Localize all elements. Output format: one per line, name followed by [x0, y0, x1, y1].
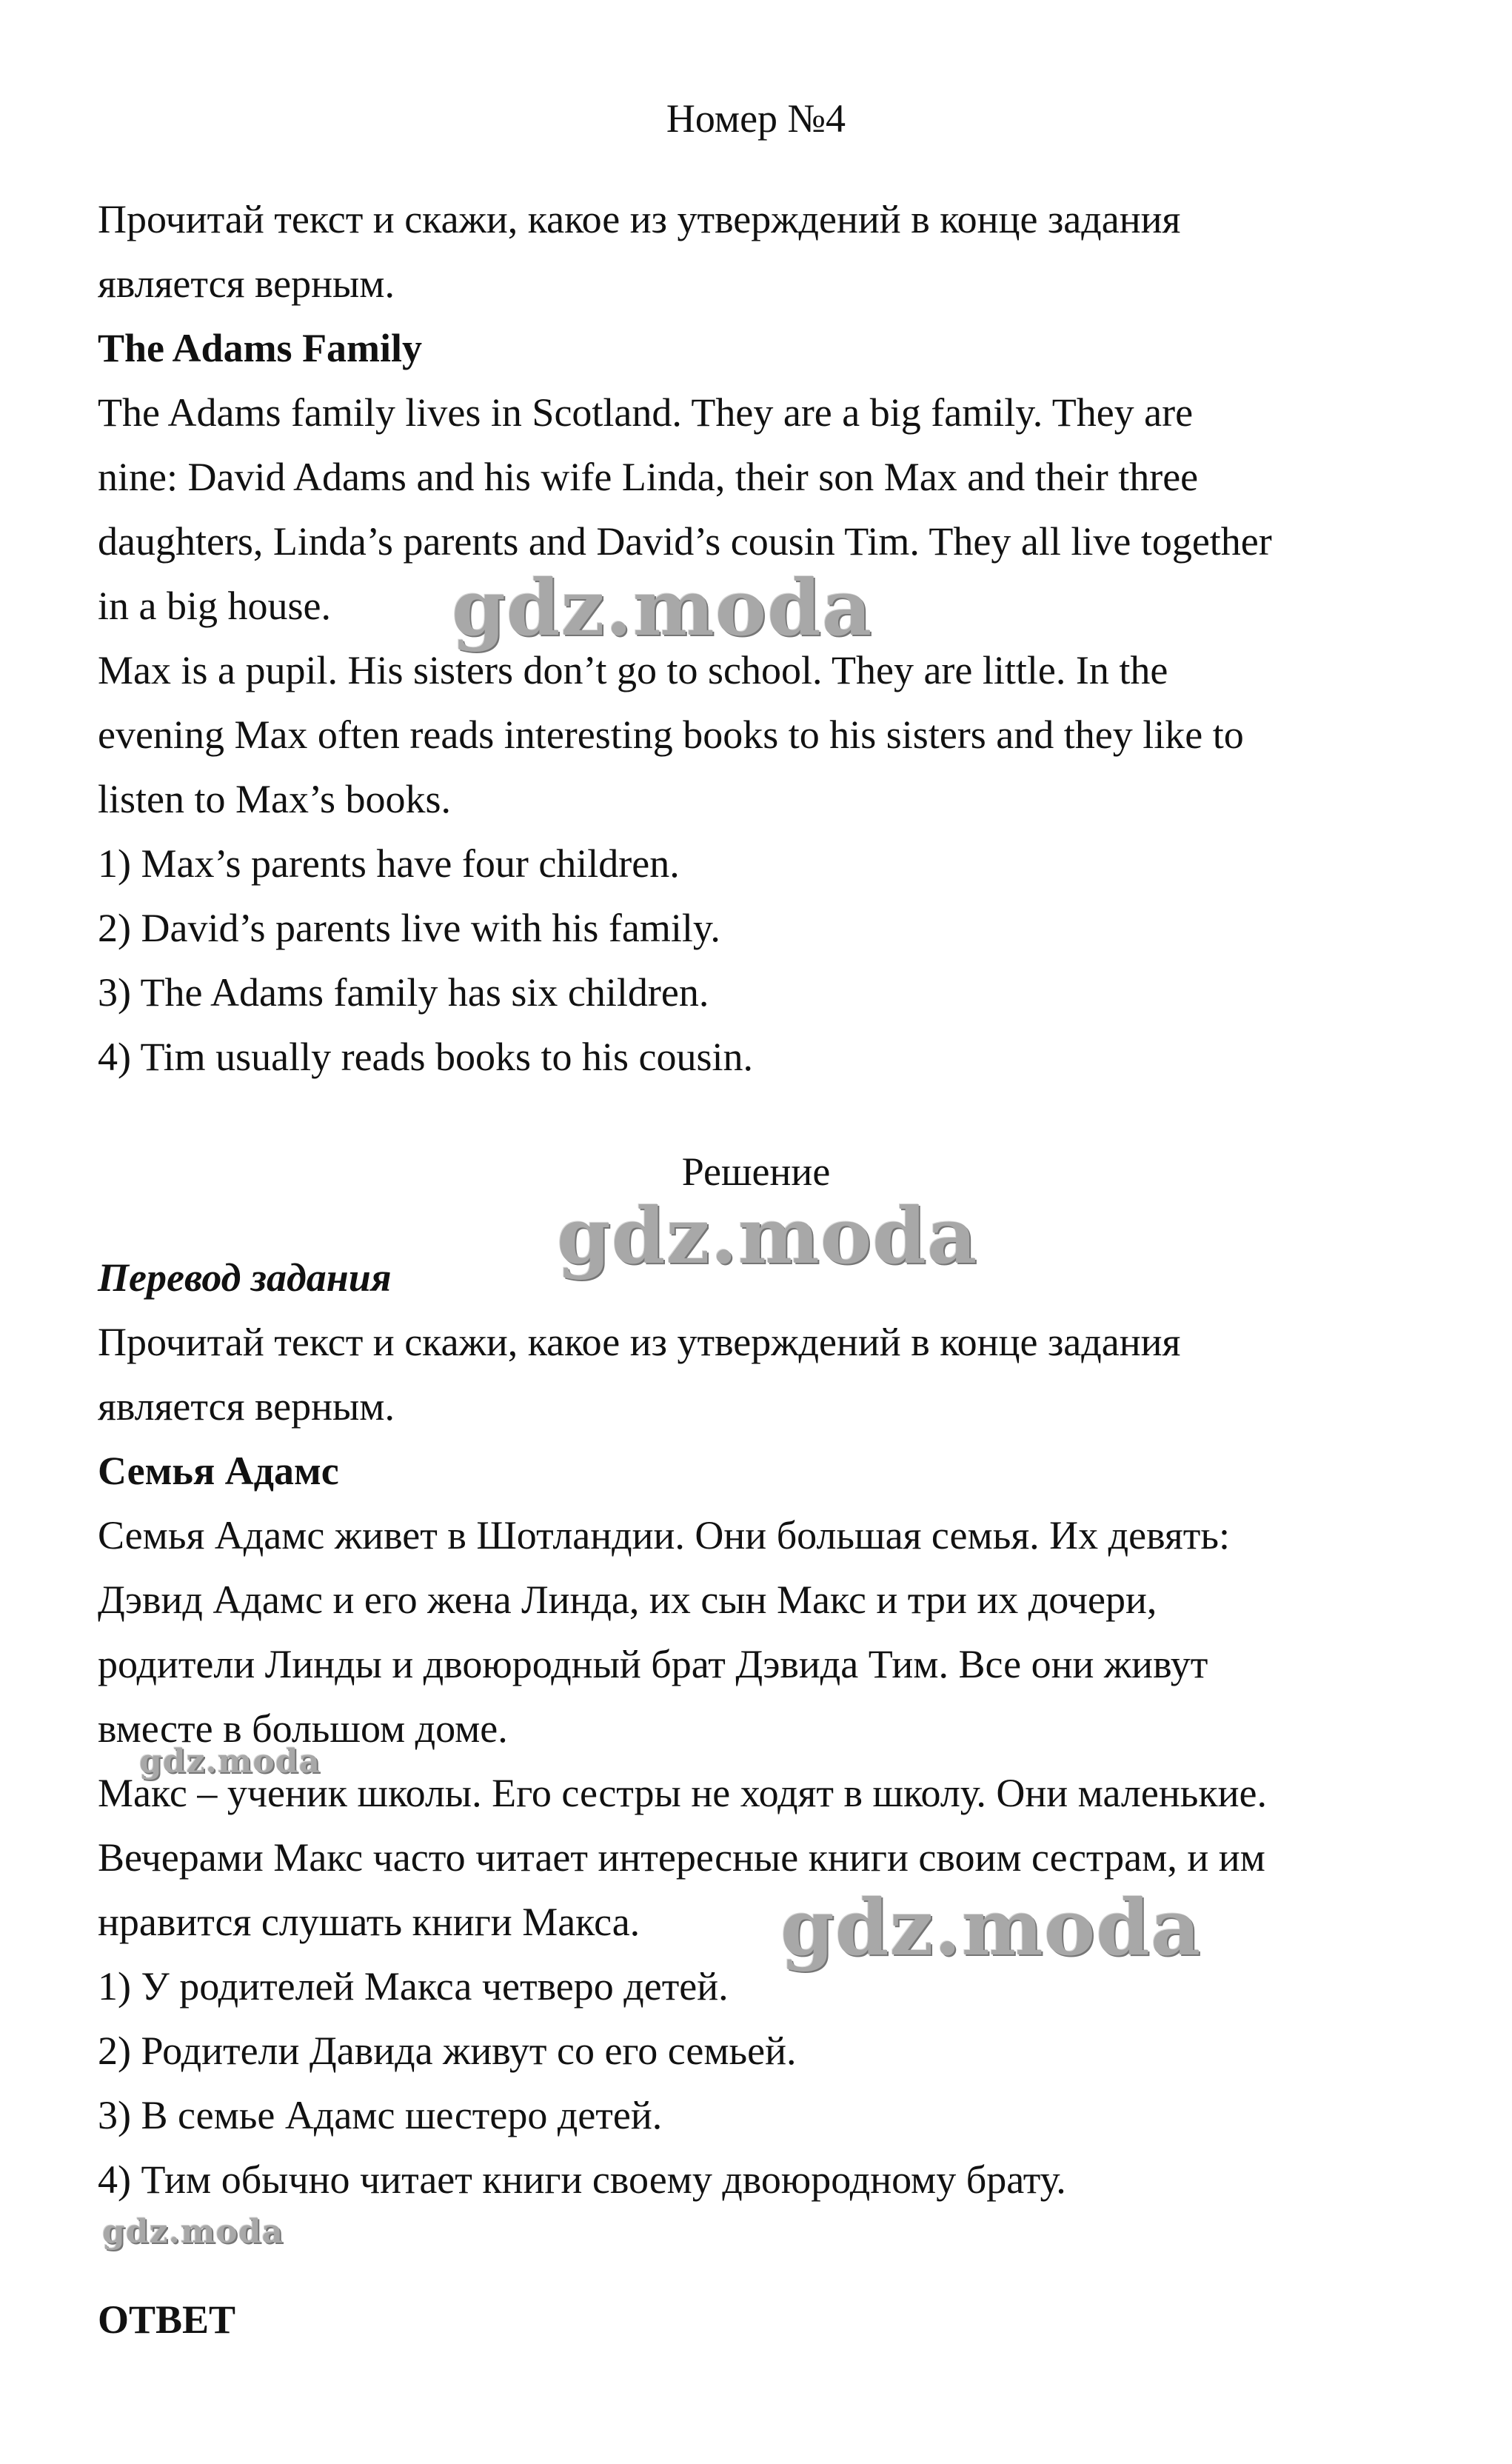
solution-heading: Решение: [681, 1149, 831, 1194]
translation-instruction-line-2: является верным.: [98, 1384, 395, 1429]
translation-text-line: Макс – ученик школы. Его сестры не ходят в школу. Они маленькие.: [98, 1771, 1267, 1815]
task-text-line: daughters, Linda’s parents and David’s cousin Tim. They all live together: [98, 519, 1272, 564]
translation-text-line: нравится слушать книги Макса.: [98, 1900, 640, 1944]
task-text-line: listen to Max’s books.: [98, 777, 452, 821]
translation-statement: 2) Родители Давида живут со его семьей.: [98, 2029, 797, 2073]
watermark-logo: gdz.moda: [452, 562, 873, 653]
translation-text-title: Семья Адамс: [98, 1449, 339, 1493]
task-instruction-line-2: является верным.: [98, 261, 395, 306]
translation-text-line: родители Линды и двоюродный брат Дэвида Тим. Все они живут: [98, 1642, 1208, 1686]
translation-heading: Перевод задания: [98, 1255, 392, 1300]
watermark-logo-small: gdz.moda: [139, 1743, 321, 1780]
page-number-title: Номер №4: [666, 96, 846, 141]
watermark-logo-small: gdz.moda: [102, 2213, 284, 2251]
translation-text-line: Вечерами Макс часто читает интересные книги своим сестрам, и им: [98, 1835, 1265, 1880]
translation-text-line: Семья Адамс живет в Шотландии. Они большая семья. Их девять:: [98, 1513, 1230, 1557]
watermark-logo: gdz.moda: [780, 1882, 1202, 1973]
task-text-title: The Adams Family: [98, 326, 423, 370]
translation-text-line: Дэвид Адамс и его жена Линда, их сын Макс и три их дочери,: [98, 1577, 1157, 1622]
task-statement: 1) Max’s parents have four children.: [98, 841, 680, 886]
task-statement: 3) The Adams family has six children.: [98, 970, 709, 1015]
answer-heading: ОТВЕТ: [98, 2297, 236, 2342]
task-text-line: nine: David Adams and his wife Linda, their son Max and their three: [98, 455, 1199, 499]
task-text-line: Max is a pupil. His sisters don’t go to school. They are little. In the: [98, 648, 1168, 692]
translation-text-line: вместе в большом доме.: [98, 1706, 508, 1751]
task-statement: 2) David’s parents live with his family.: [98, 906, 720, 950]
watermark-logo: gdz.moda: [557, 1190, 978, 1281]
translation-instruction-line-1: Прочитай текст и скажи, какое из утверждений в конце задания: [98, 1320, 1181, 1364]
translation-statement: 4) Тим обычно читает книги своему двоюродному брату.: [98, 2157, 1066, 2202]
translation-statement: 3) В семье Адамс шестеро детей.: [98, 2093, 663, 2137]
task-text-line: evening Max often reads interesting books to his sisters and they like to: [98, 712, 1244, 757]
task-text-line: in a big house.: [98, 584, 331, 628]
task-instruction-line-1: Прочитай текст и скажи, какое из утверждений в конце задания: [98, 197, 1181, 241]
task-statement: 4) Tim usually reads books to his cousin.: [98, 1035, 754, 1079]
translation-statement: 1) У родителей Макса четверо детей.: [98, 1964, 729, 2009]
task-text-line: The Adams family lives in Scotland. They are a big family. They are: [98, 390, 1194, 435]
